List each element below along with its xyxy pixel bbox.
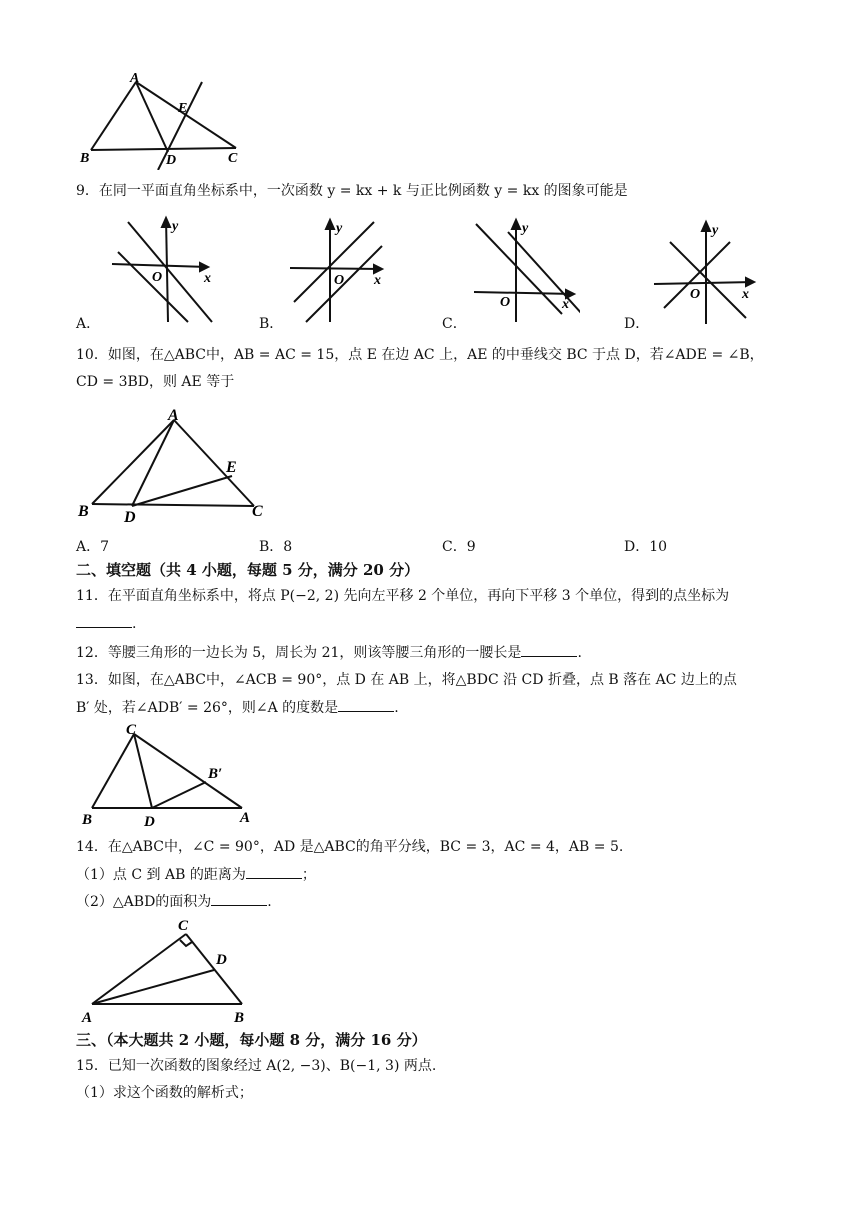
label-C: C — [178, 918, 189, 934]
q14-sub1-end: ； — [301, 867, 316, 883]
origin: O — [334, 273, 345, 288]
origin: O — [690, 287, 701, 302]
q11-line2 — [76, 613, 136, 634]
label-D: D — [124, 509, 136, 526]
answer-blank — [521, 642, 577, 657]
label-B-prime: B′ — [208, 766, 223, 782]
figure-q13 — [76, 720, 256, 830]
q13-line2 — [76, 697, 399, 718]
label-C: C — [228, 151, 238, 166]
section-2-heading: 二、填空题（共 4 小题，每题 5 分，满分 20 分） — [76, 561, 420, 579]
label-C: C — [252, 503, 263, 520]
graph-option-c — [470, 214, 580, 324]
q14-sub2 — [76, 891, 272, 912]
label-B: B — [82, 812, 93, 828]
answer-blank — [76, 613, 132, 628]
q10-option-d: D．10 — [624, 539, 668, 555]
option-c-label: C． — [442, 316, 467, 332]
option-b-label: B． — [259, 316, 284, 332]
axis-y: y — [336, 221, 343, 236]
option-d-label: D． — [624, 316, 650, 332]
graph-option-a — [108, 212, 228, 327]
q10-option-a: A．7 — [76, 539, 110, 555]
origin: O — [152, 270, 163, 285]
label-B: B — [234, 1010, 245, 1026]
figure-q10 — [76, 402, 276, 526]
label-A: A — [82, 1010, 93, 1026]
label-E: E — [178, 101, 188, 116]
label-B: B — [78, 503, 89, 520]
axis-y: y — [172, 219, 179, 234]
q10-option-b: B．8 — [259, 539, 293, 555]
q12-text: 12．等腰三角形的一边长为 5，周长为 21，则该等腰三角形的一腰长是 — [76, 645, 522, 661]
figure-q14 — [76, 914, 256, 1026]
q13-text: B′ 处，若∠ADB′ = 26°，则∠A 的度数是 — [76, 700, 339, 716]
section-3-heading: 三、（本大题共 2 小题，每小题 8 分，满分 16 分） — [76, 1031, 427, 1049]
axis-y: y — [522, 221, 529, 236]
q13-end: . — [394, 700, 399, 716]
q14-sub1 — [76, 864, 316, 885]
q14-sub2-end: . — [267, 894, 272, 910]
q15-sub1: （1）求这个函数的解析式； — [76, 1085, 253, 1101]
q10-line1: 10．如图，在△ABC中，AB = AC = 15，点 E 在边 AC 上，AE 的中垂线交 BC 于点 D，若∠ADE = ∠B， — [76, 347, 764, 363]
axis-x: x — [562, 297, 569, 312]
q14-sub1-text: （1）点 C 到 AB 的距离为 — [76, 867, 246, 883]
q11-end: . — [132, 616, 137, 632]
label-E: E — [226, 459, 237, 476]
answer-blank — [246, 864, 302, 879]
origin: O — [500, 295, 511, 310]
q12-end: . — [577, 645, 582, 661]
answer-blank — [338, 697, 394, 712]
label-C: C — [126, 722, 137, 738]
label-A: A — [130, 71, 140, 86]
label-A: A — [240, 810, 251, 826]
q10-option-c: C．9 — [442, 539, 476, 555]
q14-line1: 14．在△ABC中，∠C = 90°，AD 是△ABC的角平分线，BC = 3，AC = 4，AB = 5. — [76, 839, 624, 855]
q15-line1: 15．已知一次函数的图象经过 A(2, −3)、B(−1, 3) 两点. — [76, 1058, 437, 1074]
q12-line — [76, 642, 582, 663]
graph-option-b — [286, 214, 396, 324]
q9-text: 9．在同一平面直角坐标系中，一次函数 y = kx + k 与正比例函数 y = kx 的图象可能是 — [76, 183, 628, 199]
option-a-label: A． — [76, 316, 101, 332]
axis-x: x — [204, 271, 211, 286]
label-D: D — [216, 952, 227, 968]
answer-blank — [211, 891, 267, 906]
q11-line1: 11．在平面直角坐标系中，将点 P(−2, 2) 先向左平移 2 个单位，再向下平移 3 个单位，得到的点坐标为 — [76, 588, 730, 604]
axis-x: x — [742, 287, 749, 302]
graph-option-d — [650, 216, 760, 326]
q13-line1: 13．如图，在△ABC中，∠ACB = 90°，点 D 在 AB 上，将△BDC 沿 CD 折叠，点 B 落在 AC 边上的点 — [76, 672, 737, 688]
axis-y: y — [712, 223, 719, 238]
q14-sub2-text: （2）△ABD的面积为 — [76, 894, 212, 910]
label-B: B — [80, 151, 90, 166]
figure-q8 — [76, 70, 256, 170]
q10-line2: CD = 3BD，则 AE 等于 — [76, 374, 235, 390]
label-D: D — [144, 814, 155, 830]
axis-x: x — [374, 273, 381, 288]
label-D: D — [166, 153, 177, 168]
label-A: A — [168, 407, 179, 424]
